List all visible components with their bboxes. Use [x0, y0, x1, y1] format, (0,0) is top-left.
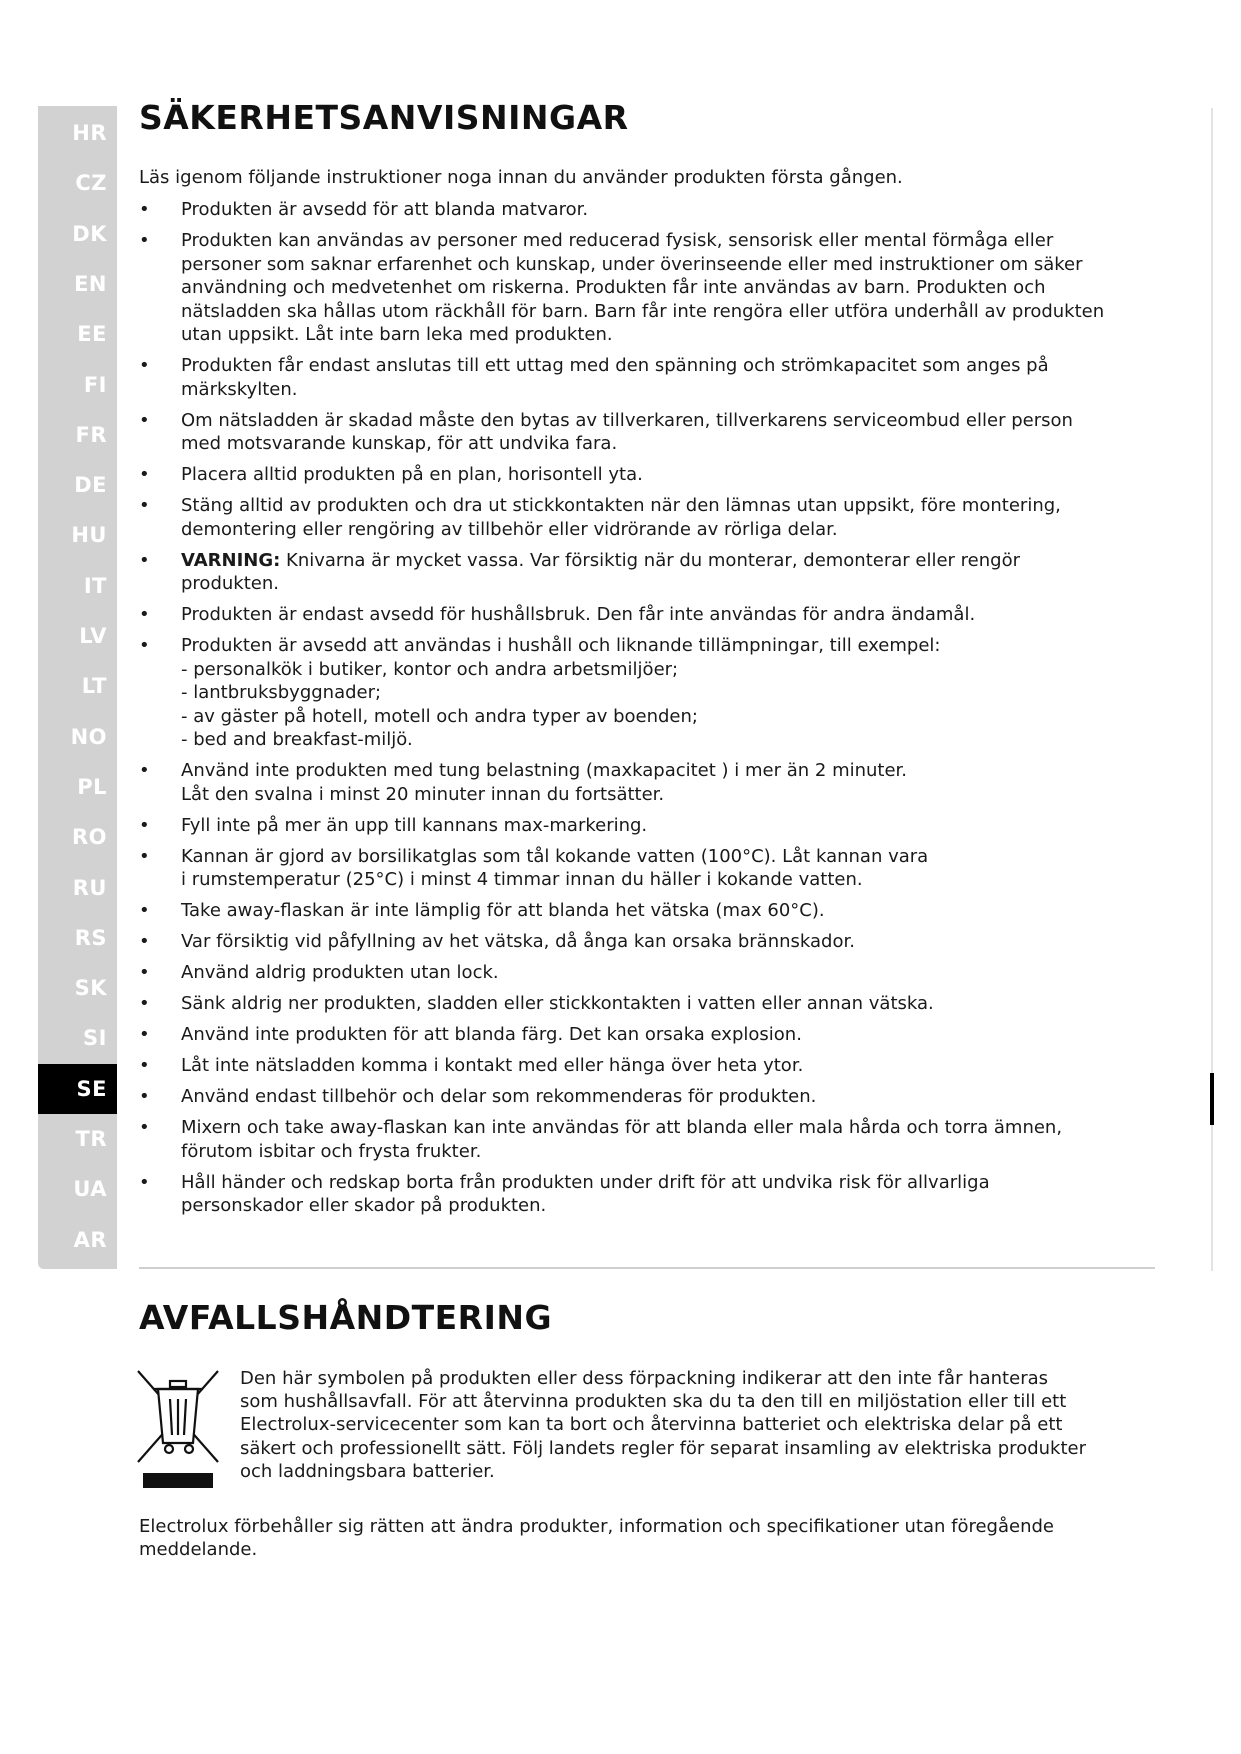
- safety-item: [139, 494, 1139, 541]
- bullet-icon: •: [139, 1171, 150, 1193]
- safety-item-line: Produkten är endast avsedd för hushållsbruk. Den får inte användas för andra ändamål.: [181, 604, 976, 625]
- safety-item: [139, 409, 1139, 456]
- language-tab-fi[interactable]: FI: [83, 372, 107, 397]
- bullet-icon: •: [139, 464, 150, 485]
- bullet-icon: •: [139, 355, 150, 376]
- safety-item-line: i rumstemperatur (25°C) i minst 4 timmar innan du häller i kokande vatten.: [181, 869, 863, 890]
- safety-item: [139, 354, 1139, 401]
- safety-item: [139, 759, 1139, 806]
- safety-item: [139, 930, 1139, 954]
- safety-item-line: användning och medvetenhet om riskerna. Produkten får inte användas av barn. Produkten och: [181, 277, 1046, 298]
- safety-item-line: Var försiktig vid påfyllning av het vätska, då ånga kan orsaka brännskador.: [181, 931, 855, 952]
- safety-item: [139, 961, 1139, 985]
- page-edge-marker: [1210, 1073, 1214, 1125]
- safety-item-line: Om nätsladden är skadad måste den bytas av tillverkaren, tillverkarens serviceombud eller person: [181, 409, 1073, 431]
- safety-item-line: Använd aldrig produkten utan lock.: [181, 962, 499, 983]
- disposal-text-line: som hushållsavfall. För att återvinna produkten ska du ta den till en miljöstation eller till ett: [240, 1391, 1067, 1413]
- safety-item-line: utan uppsikt. Låt inte barn leka med produkten.: [181, 324, 613, 345]
- safety-item: [139, 992, 1139, 1016]
- safety-title: SÄKERHETSANVISNINGAR: [139, 98, 629, 137]
- bullet-icon: •: [139, 230, 150, 251]
- bullet-icon: •: [139, 1117, 150, 1138]
- language-tab-bar: [38, 106, 117, 1269]
- disposal-text-line: säkert och professionellt sätt. Följ landets regler för separat insamling av elektriska produkter: [240, 1437, 1086, 1459]
- safety-item: [139, 1171, 1139, 1218]
- bullet-icon: •: [139, 993, 150, 1014]
- language-tab-it[interactable]: IT: [83, 573, 107, 598]
- safety-item-line: Produkten kan användas av personer med reducerad fysisk, sensorisk eller mental förmåga eller: [181, 230, 1054, 251]
- safety-item-line: Kannan är gjord av borsilikatglas som tål kokande vatten (100°C). Låt kannan vara: [181, 845, 929, 867]
- safety-item: [139, 634, 1139, 752]
- language-tab-hu[interactable]: HU: [71, 523, 107, 548]
- bullet-icon: •: [139, 409, 150, 431]
- safety-item-line: Take away-flaskan är inte lämplig för att blanda het vätska (max 60°C).: [181, 900, 825, 921]
- safety-item-line: Låt den svalna i minst 20 minuter innan du fortsätter.: [181, 783, 665, 805]
- weee-bar: [143, 1473, 213, 1488]
- bullet-icon: •: [139, 900, 150, 921]
- language-tab-de[interactable]: DE: [74, 473, 107, 498]
- disposal-title: AVFALLSHÅNDTERING: [139, 1298, 553, 1337]
- language-tab-ar[interactable]: AR: [73, 1227, 107, 1252]
- bullet-icon: •: [139, 1055, 150, 1076]
- language-tab-tr[interactable]: TR: [75, 1127, 107, 1151]
- language-tab-sk[interactable]: SK: [74, 976, 107, 1001]
- safety-item-line: - personalkök i butiker, kontor och andra arbetsmiljöer;: [181, 658, 679, 680]
- safety-intro: Läs igenom följande instruktioner noga innan du använder produkten första gången.: [139, 167, 903, 188]
- language-tab-cz[interactable]: CZ: [75, 171, 107, 196]
- language-tab-pl[interactable]: PL: [77, 774, 107, 799]
- language-tab-si[interactable]: SI: [83, 1026, 107, 1051]
- language-tab-ua[interactable]: UA: [73, 1177, 107, 1202]
- language-tab-hr[interactable]: HR: [72, 121, 107, 145]
- language-tab-rs[interactable]: RS: [74, 925, 107, 950]
- language-tab-ee[interactable]: EE: [77, 322, 107, 347]
- safety-item: [139, 1023, 1139, 1047]
- language-tab-lv[interactable]: LV: [79, 624, 107, 648]
- disclaimer: [139, 1515, 1139, 1561]
- safety-item-line: Använd endast tillbehör och delar som rekommenderas för produkten.: [181, 1086, 817, 1107]
- safety-item: [139, 603, 1139, 627]
- safety-list: [139, 198, 1139, 1225]
- safety-item-line: - lantbruksbyggnader;: [181, 682, 382, 703]
- language-tab-en[interactable]: EN: [74, 271, 107, 296]
- safety-item-line: Låt inte nätsladden komma i kontakt med eller hänga över heta ytor.: [181, 1055, 804, 1076]
- language-tab-se[interactable]: SE: [38, 1064, 117, 1114]
- safety-item-line: Produkten är avsedd att användas i hushåll och liknande tillämpningar, till exempel:: [181, 635, 941, 656]
- bullet-icon: •: [139, 1086, 150, 1107]
- bullet-icon: •: [139, 549, 150, 571]
- safety-item: [139, 814, 1139, 838]
- language-tab-ru[interactable]: RU: [72, 875, 107, 900]
- bullet-icon: •: [139, 760, 150, 781]
- safety-item-line: - bed and breakfast-miljö.: [181, 729, 413, 750]
- safety-item-line: förutom isbitar och frysta frukter.: [181, 1140, 482, 1162]
- safety-item-line: VARNING: Knivarna är mycket vassa. Var försiktig när du monterar, demonterar eller rengör: [181, 549, 1020, 571]
- language-tab-lt[interactable]: LT: [81, 674, 107, 699]
- safety-item: [139, 198, 1139, 222]
- safety-item: [139, 899, 1139, 923]
- safety-item-line: Produkten är avsedd för att blanda matvaror.: [181, 199, 589, 220]
- safety-item-line: - av gäster på hotell, motell och andra typer av boenden;: [181, 705, 698, 727]
- safety-item: [139, 1116, 1139, 1163]
- bullet-icon: •: [139, 1024, 150, 1045]
- safety-item-line: med motsvarande kunskap, för att undvika fara.: [181, 433, 618, 454]
- safety-item-line: personskador eller skador på produkten.: [181, 1195, 547, 1216]
- bullet-icon: •: [139, 814, 150, 836]
- crossed-out-wheelie-bin-icon: [136, 1369, 220, 1464]
- safety-item-line: Sänk aldrig ner produkten, sladden eller stickkontakten i vatten eller annan vätska.: [181, 993, 934, 1014]
- language-tab-dk[interactable]: DK: [72, 221, 107, 246]
- section-divider: [139, 1267, 1155, 1269]
- safety-item: [139, 845, 1139, 892]
- disclaimer-line: Electrolux förbehåller sig rätten att ändra produkter, information och specifikationer utan föregående: [139, 1516, 1054, 1537]
- safety-item-line: produkten.: [181, 573, 279, 594]
- warning-label: VARNING:: [181, 549, 281, 571]
- bullet-icon: •: [139, 845, 150, 867]
- safety-item: [139, 1085, 1139, 1109]
- safety-item: [139, 463, 1139, 487]
- safety-item: [139, 229, 1139, 347]
- bullet-icon: •: [139, 962, 150, 983]
- bullet-icon: •: [139, 199, 150, 220]
- safety-item-line: Stäng alltid av produkten och dra ut stickkontakten när den lämnas utan uppsikt, före montering,: [181, 495, 1061, 516]
- safety-item-line: Produkten får endast anslutas till ett uttag med den spänning och strömkapacitet som anges på: [181, 355, 1049, 376]
- language-tab-fr[interactable]: FR: [75, 422, 107, 447]
- safety-item-line: demontering eller rengöring av tillbehör eller vidrörande av rörliga delar.: [181, 518, 838, 540]
- bullet-icon: •: [139, 931, 150, 952]
- language-tab-no[interactable]: NO: [70, 724, 107, 749]
- safety-item: [139, 1054, 1139, 1078]
- safety-item-line: Håll händer och redskap borta från produkten under drift för att undvika risk för allvarliga: [181, 1171, 990, 1193]
- safety-item-line: Placera alltid produkten på en plan, horisontell yta.: [181, 464, 643, 485]
- safety-item-line: Använd inte produkten med tung belastning (maxkapacitet ) i mer än 2 minuter.: [181, 760, 908, 781]
- bullet-icon: •: [139, 635, 150, 656]
- disposal-text-line: Electrolux-servicecenter som kan ta bort och återvinna batteriet och elektriska delar på ett: [240, 1414, 1063, 1436]
- disposal-text-line: Den här symbolen på produkten eller dess förpackning indikerar att den inte får hanteras: [240, 1368, 1048, 1389]
- disposal-text-line: och laddningsbara batterier.: [240, 1460, 495, 1482]
- bullet-icon: •: [139, 495, 150, 516]
- disposal-text: [240, 1367, 1160, 1483]
- language-tab-ro[interactable]: RO: [71, 825, 107, 850]
- disclaimer-line: meddelande.: [139, 1539, 258, 1560]
- safety-item-line: nätsladden ska hållas utom räckhåll för barn. Barn får inte rengöra eller utföra underhåll av produkten: [181, 300, 1105, 322]
- bullet-icon: •: [139, 604, 150, 625]
- safety-item-line: personer som saknar erfarenhet och kunskap, under överinseende eller med instruktioner om säker: [181, 253, 1083, 275]
- safety-item: [139, 549, 1139, 596]
- safety-item-line: Fyll inte på mer än upp till kannans max-markering.: [181, 814, 648, 836]
- safety-item-line: Mixern och take away-flaskan kan inte användas för att blanda eller mala hårda och torra ämnen,: [181, 1117, 1063, 1138]
- safety-item-line: märkskylten.: [181, 378, 298, 400]
- safety-item-line: Använd inte produkten för att blanda färg. Det kan orsaka explosion.: [181, 1024, 802, 1045]
